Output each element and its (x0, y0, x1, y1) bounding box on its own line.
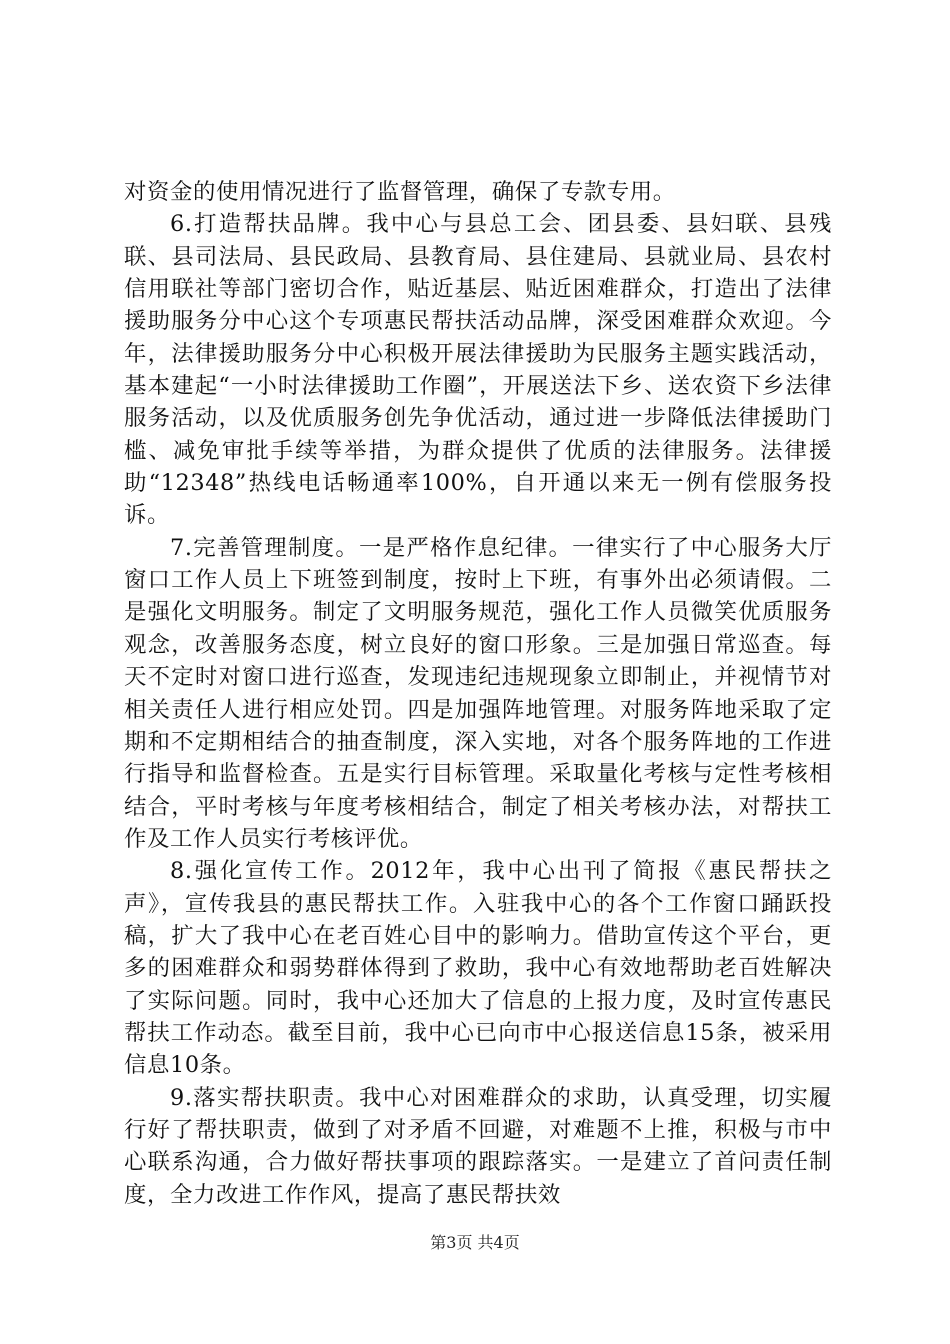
paragraph-item-8: 8.强化宣传工作。2012年，我中心出刊了简报《惠民帮扶之声》，宣传我县的惠民帮扶工作。入驻我中心的各个工作窗口踊跃投稿，扩大了我中心在老百姓心目中的影响力。借助宣传这个平台，更多的困难群众和弱势群体得到了救助，我中心有效地帮助老百姓解决了实际问题。同时，我中心还加大了信息的上报力度，及时宣传惠民帮扶工作动态。截至目前，我中心已向市中心报送信息15条，被采用信息10条。 (124, 858, 832, 1079)
page-number-footer: 第3页 共4页 (430, 1233, 520, 1252)
paragraph-item-6: 6.打造帮扶品牌。我中心与县总工会、团县委、县妇联、县残联、县司法局、县民政局、县教育局、县住建局、县就业局、县农村信用联社等部门密切合作，贴近基层、贴近困难群众，打造出了法律援助服务分中心这个专项惠民帮扶活动品牌，深受困难群众欢迎。今年，法律援助服务分中心积极开展法律援助为民服务主题实践活动，基本建起“一小时法律援助工作圈”，开展送法下乡、送农资下乡法律服务活动，以及优质服务创先争优活动，通过进一步降低法律援助门槛、减免审批手续等举措，为群众提供了优质的法律服务。法律援助“12348”热线电话畅通率100%，自开通以来无一例有偿服务投诉。 (124, 211, 832, 529)
paragraph-item-7: 7.完善管理制度。一是严格作息纪律。一律实行了中心服务大厅窗口工作人员上下班签到制度，按时上下班，有事外出必须请假。二是强化文明服务。制定了文明服务规范，强化工作人员微笑优质服务观念，改善服务态度，树立良好的窗口形象。三是加强日常巡查。每天不定时对窗口进行巡查，发现违纪违规现象立即制止，并视情节对相关责任人进行相应处罚。四是加强阵地管理。对服务阵地采取了定期和不定期相结合的抽查制度，深入实地，对各个服务阵地的工作进行指导和监督检查。五是实行目标管理。采取量化考核与定性考核相结合，平时考核与年度考核相结合，制定了相关考核办法，对帮扶工作及工作人员实行考核评优。 (124, 534, 832, 852)
paragraph-item-9: 9.落实帮扶职责。我中心对困难群众的求助，认真受理，切实履行好了帮扶职责，做到了对矛盾不回避，对难题不上推，积极与市中心联系沟通，合力做好帮扶事项的跟踪落实。一是建立了首问责任制度，全力改进工作作风，提高了惠民帮扶效 (124, 1084, 832, 1208)
paragraph-continuation: 对资金的使用情况进行了监督管理，确保了专款专用。 (124, 179, 676, 205)
document-body (124, 176, 832, 1211)
